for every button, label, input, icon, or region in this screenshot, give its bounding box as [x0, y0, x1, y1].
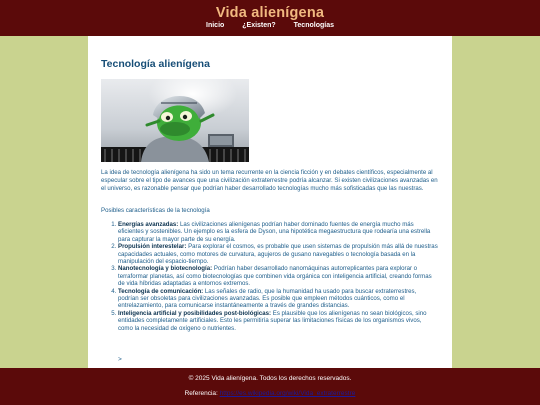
list-item: [118, 265, 438, 287]
site-header: [0, 0, 540, 36]
list-item-text: Es plausible que los alienígenas no sean biológicos, sino entidades completamente artificiales. Esto les permitiría superar las limitaciones físicas de los organismos vivos, como la necesidad de oxígeno o nutrientes.: [118, 309, 427, 332]
list-item: [118, 221, 438, 243]
features-heading: Posibles características de la tecnología: [101, 207, 210, 214]
list-item-text: Las civilizaciones alienígenas podrían haber dominado fuentes de energía mucho más eficientes y sostenibles. Un ejemplo es la esfera de Dyson, una hipotética megaestructura que rodearía una estrella para capturar la mayor parte de su energía.: [118, 221, 431, 243]
page-title: Tecnología alienígena: [101, 58, 210, 70]
list-item-term: Nanotecnología y biotecnología:: [118, 265, 213, 273]
site-title: Vida alienígena: [215, 5, 325, 21]
list-item-term: Propulsión interestelar:: [118, 243, 187, 251]
reference-label: Referencia:: [184, 390, 220, 397]
list-item: [118, 243, 438, 265]
list-item: [118, 288, 438, 310]
list-item-text: Para explorar el cosmos, es probable que usen sistemas de propulsión más allá de nuestras capacidades actuales, como motores de curvatura, agujeros de gusano navegables o tecnología basada en la manipulación del espacio-tiempo.: [118, 243, 438, 266]
alien-in-spacesuit-image: [101, 79, 249, 162]
list-item-text: Las señales de radio, que la humanidad ha usado para buscar extraterrestres, podrían ser obsoletas para civilizaciones avanzadas. Es posible que empleen métodos cuánticos, como el entrelazamiento, para comunicarse instantáneamente a través de grandes distancias.: [118, 287, 417, 310]
reference-line: [0, 390, 540, 397]
caret-marker: >: [118, 356, 122, 363]
list-item: [118, 310, 438, 332]
features-list: [101, 221, 438, 332]
main-nav: [0, 22, 540, 29]
main-content: [88, 36, 452, 368]
list-item-term: Tecnología de comunicación:: [118, 287, 204, 295]
list-item-text: Podrían haber desarrollado nanomáquinas autorreplicantes para explorar o terraformar planetas, así como biotecnologías que combinen vida orgánica con inteligencia artificial, creando formas de vida híbridas adaptadas a entornos extremos.: [118, 265, 432, 288]
nav-link-tecnologias[interactable]: Tecnologías: [293, 22, 334, 29]
intro-paragraph: La idea de tecnología alienígena ha sido un tema recurrente en la ciencia ficción y en debates científicos, especialmente al especular sobre el tipo de avances que una civilización extraterrestre podría alcanzar. Si existen civilizaciones avanzadas en el universo, es razonable pensar que podrían haber desarrollado tecnologías mucho más sofisticadas que las nuestras.: [101, 169, 438, 193]
list-item-term: Inteligencia artificial y posibilidades post-biológicas:: [118, 309, 272, 317]
nav-link-existen[interactable]: ¿Existen?: [242, 22, 276, 29]
nav-link-inicio[interactable]: Inicio: [206, 22, 225, 29]
list-item-term: Energías avanzadas:: [118, 221, 179, 228]
copyright-text: © 2025 Vida alienígena. Todos los derechos reservados.: [188, 375, 352, 382]
site-footer: [0, 368, 540, 405]
reference-link[interactable]: https://es.wikipedia.org/wiki/Vida_extraterrestre: [219, 390, 356, 397]
